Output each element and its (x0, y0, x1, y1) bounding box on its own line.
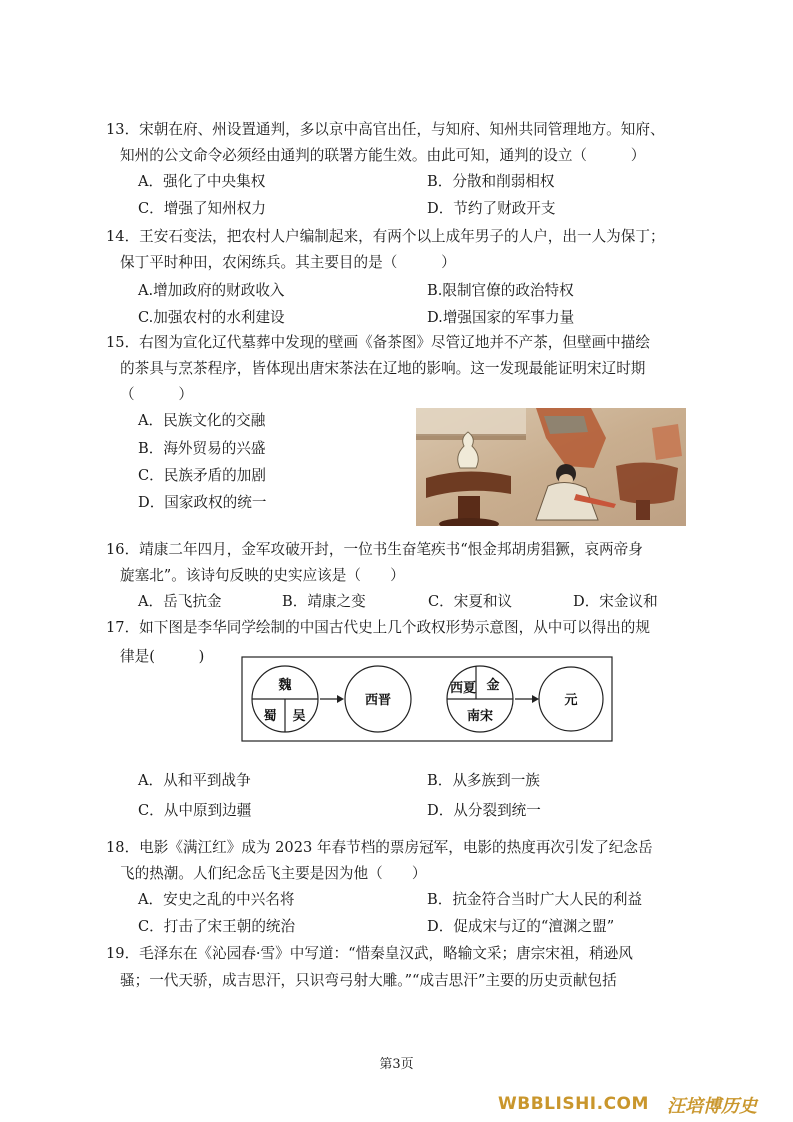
regime-diagram (241, 656, 613, 742)
q15-stem-line1: 15．右图为宣化辽代墓葬中发现的壁画《备茶图》尽管辽地并不产茶，但壁画中描绘 (106, 334, 650, 351)
q19-stem-line1: 19．毛泽东在《沁园春·雪》中写道：“惜秦皇汉武，略输文采；唐宗宋祖，稍逊风 (106, 945, 633, 962)
label-xixia: 西夏 (449, 681, 477, 696)
q18-stem-line2: 飞的热潮。人们纪念岳飞主要是因为他（ ） (120, 865, 427, 882)
q13-stem-line2: 知州的公文命令必须经由通判的联署方能生效。由此可知，通判的设立（ ） (120, 147, 646, 164)
q14-stem-line2: 保丁平时种田，农闲练兵。其主要目的是（ ） (120, 254, 456, 271)
q18-stem-line1: 18．电影《满江红》成为 2023 年春节档的票房冠军，电影的热度再次引发了纪念岳 (106, 839, 653, 856)
q18-option-c[interactable]: C．打击了宋王朝的统治 (138, 918, 296, 935)
q13-option-d[interactable]: D．节约了财政开支 (427, 200, 556, 217)
q18-option-a[interactable]: A．安史之乱的中兴名将 (138, 891, 295, 908)
label-jin: 金 (486, 678, 500, 693)
label-nansong: 南宋 (466, 709, 494, 724)
label-yuan: 元 (564, 693, 578, 708)
q14-stem-line1: 14．王安石变法，把农村人户编制起来，有两个以上成年男子的人户，出一人为保丁； (106, 228, 665, 245)
tea-mural-illustration (416, 408, 686, 526)
q19-stem-line2: 骚；一代天骄，成吉思汗，只识弯弓射大雕。”“成吉思汗”主要的历史贡献包括 (120, 972, 617, 989)
q15-stem-line2: 的茶具与烹茶程序，皆体现出唐宋茶法在辽地的影响。这一发现最能证明宋辽时期 (120, 360, 646, 377)
q14-option-b[interactable]: B.限制官僚的政治特权 (427, 282, 574, 299)
q17-stem-line2: 律是( ) (120, 648, 205, 665)
q17-option-d[interactable]: D．从分裂到统一 (427, 802, 541, 819)
q13-option-c[interactable]: C．增强了知州权力 (138, 200, 266, 217)
label-shu: 蜀 (263, 709, 277, 724)
q15-option-b[interactable]: B．海外贸易的兴盛 (138, 440, 266, 457)
q17-stem-line1: 17．如下图是李华同学绘制的中国古代史上几个政权形势示意图，从中可以得出的规 (106, 619, 650, 636)
script-watermark: 汪培博历史 (667, 1096, 757, 1117)
q14-option-a[interactable]: A.增加政府的财政收入 (138, 282, 285, 299)
q15-stem-line3: （ ） (120, 386, 193, 403)
q14-option-c[interactable]: C.加强农村的水利建设 (138, 309, 285, 326)
q16-option-c[interactable]: C．宋夏和议 (428, 593, 513, 610)
q16-option-d[interactable]: D．宋金议和 (573, 593, 658, 610)
q13-option-a[interactable]: A．强化了中央集权 (138, 173, 266, 190)
q16-stem-line1: 16．靖康二年四月，金军攻破开封，一位书生奋笔疾书“恨金邦胡虏猖獗，哀两帝身 (106, 541, 643, 558)
label-wei: 魏 (278, 678, 292, 693)
q17-option-c[interactable]: C．从中原到边疆 (138, 802, 252, 819)
q13-stem-line1: 13．宋朝在府、州设置通判，多以京中高官出任，与知府、知州共同管理地方。知府、 (106, 121, 665, 138)
q14-option-d[interactable]: D.增强国家的军事力量 (427, 309, 575, 326)
q16-option-b[interactable]: B．靖康之变 (282, 593, 366, 610)
label-xijin: 西晋 (364, 693, 392, 708)
q18-option-d[interactable]: D．促成宋与辽的“澶渊之盟” (427, 918, 615, 935)
q17-option-b[interactable]: B．从多族到一族 (427, 772, 540, 789)
q13-option-b[interactable]: B．分散和削弱相权 (427, 173, 555, 190)
label-wu: 吴 (292, 709, 306, 724)
q15-option-d[interactable]: D．国家政权的统一 (138, 494, 267, 511)
site-watermark: WBBLISHI.COM (498, 1094, 649, 1114)
q15-option-c[interactable]: C．民族矛盾的加剧 (138, 467, 266, 484)
q15-option-a[interactable]: A．民族文化的交融 (138, 412, 266, 429)
page-number: 第3页 (379, 1057, 414, 1072)
tea-mural-image (416, 408, 686, 526)
q18-option-b[interactable]: B．抗金符合当时广大人民的利益 (427, 891, 643, 908)
q16-stem-line2: 旋塞北”。该诗句反映的史实应该是（ ） (120, 567, 405, 584)
q17-option-a[interactable]: A．从和平到战争 (138, 772, 251, 789)
q16-option-a[interactable]: A．岳飞抗金 (138, 593, 222, 610)
